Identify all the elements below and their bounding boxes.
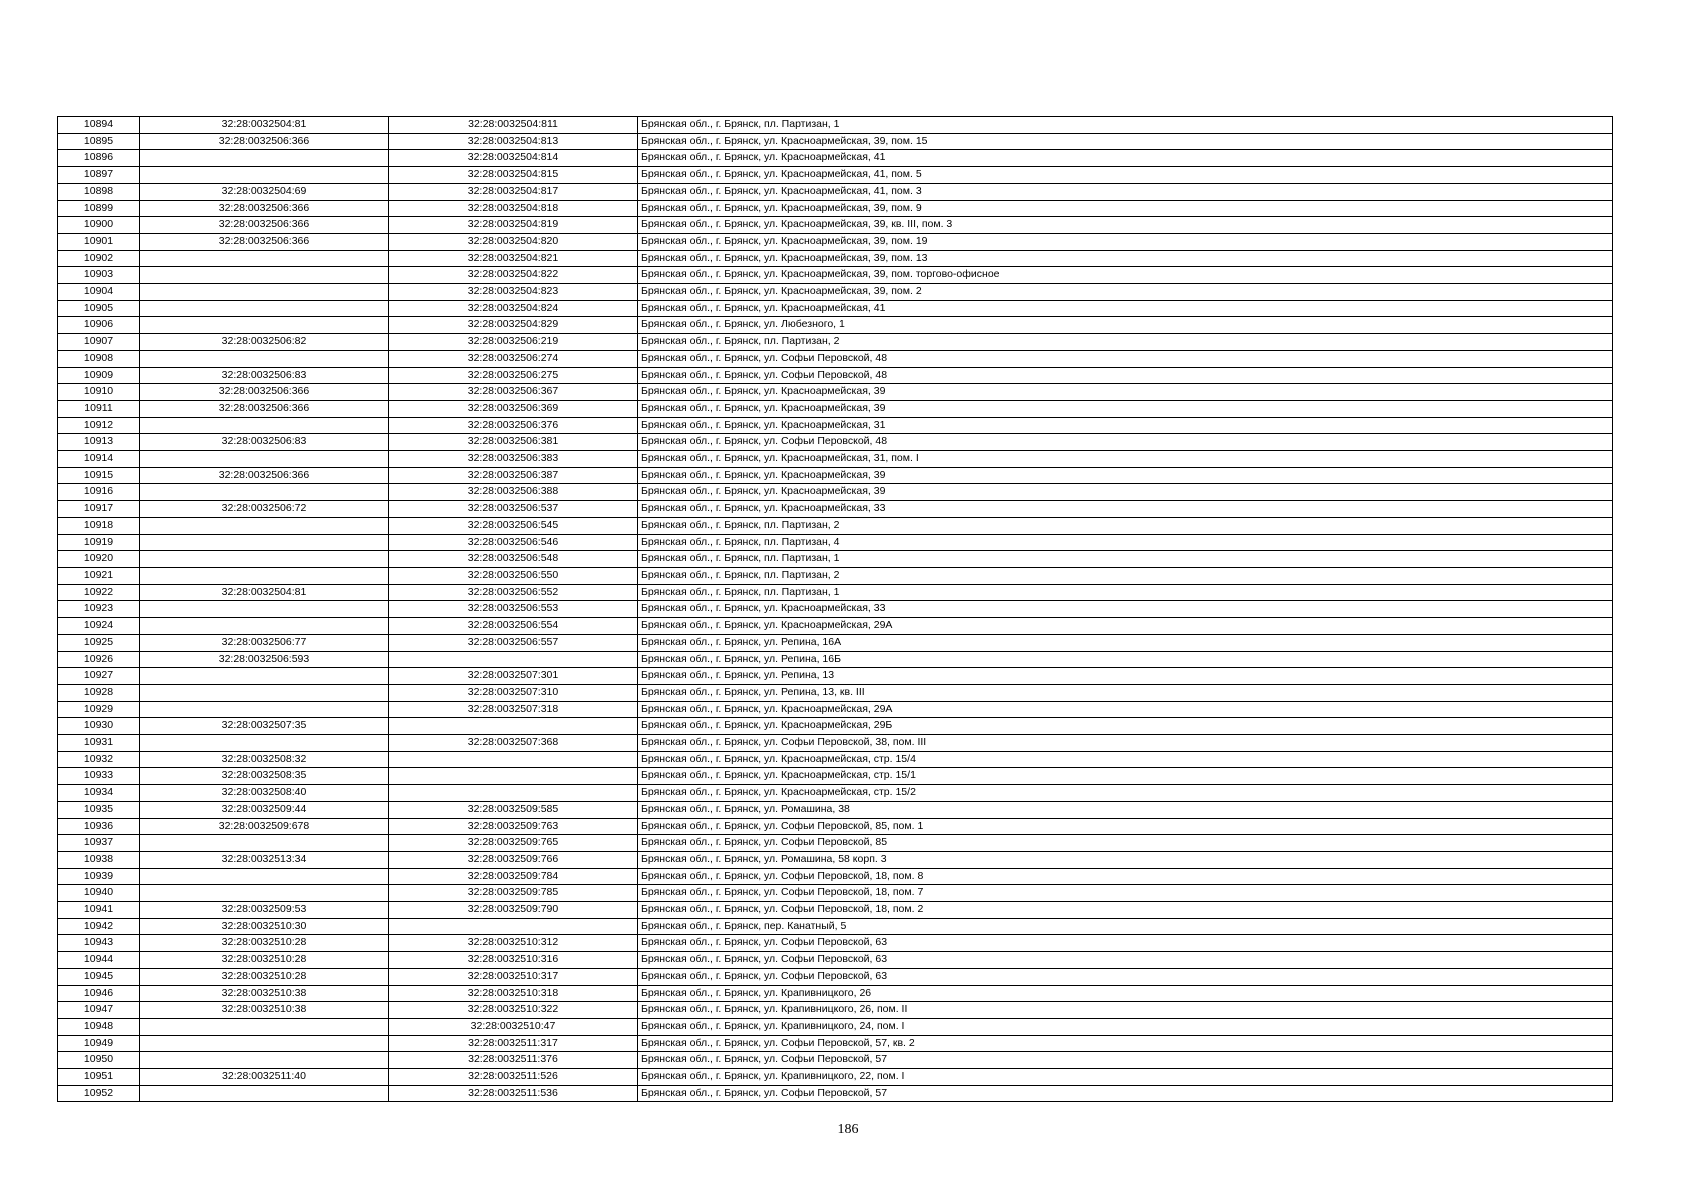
row-number-cell: 10909: [58, 367, 140, 384]
row-number-cell: 10944: [58, 952, 140, 969]
table-row: [58, 801, 1613, 818]
land-parcel-number-cell: 32:28:0032506:77: [140, 634, 389, 651]
land-parcel-number-cell: [140, 1018, 389, 1035]
row-number-cell: 10941: [58, 902, 140, 919]
address-cell: Брянская обл., г. Брянск, ул. Ромашина, 58 корп. 3: [638, 851, 1613, 868]
address-cell: Брянская обл., г. Брянск, ул. Красноармейская, 39: [638, 384, 1613, 401]
row-number-cell: 10918: [58, 517, 140, 534]
row-number-cell: 10908: [58, 350, 140, 367]
building-number-cell: 32:28:0032506:383: [389, 451, 638, 468]
land-parcel-number-cell: [140, 868, 389, 885]
row-number-cell: 10933: [58, 768, 140, 785]
address-cell: Брянская обл., г. Брянск, ул. Любезного, 1: [638, 317, 1613, 334]
building-number-cell: 32:28:0032509:784: [389, 868, 638, 885]
table-row: [58, 835, 1613, 852]
building-number-cell: 32:28:0032506:387: [389, 467, 638, 484]
building-number-cell: 32:28:0032510:322: [389, 1002, 638, 1019]
building-number-cell: 32:28:0032504:818: [389, 200, 638, 217]
row-number-cell: 10952: [58, 1085, 140, 1102]
building-number-cell: 32:28:0032510:312: [389, 935, 638, 952]
land-parcel-number-cell: 32:28:0032506:366: [140, 200, 389, 217]
table-row: [58, 183, 1613, 200]
row-number-cell: 10911: [58, 400, 140, 417]
address-cell: Брянская обл., г. Брянск, ул. Софьи Перовской, 48: [638, 367, 1613, 384]
row-number-cell: 10948: [58, 1018, 140, 1035]
row-number-cell: 10949: [58, 1035, 140, 1052]
land-parcel-number-cell: 32:28:0032508:40: [140, 785, 389, 802]
row-number-cell: 10898: [58, 183, 140, 200]
table-row: [58, 768, 1613, 785]
table-row: [58, 1018, 1613, 1035]
table-row: [58, 735, 1613, 752]
address-cell: Брянская обл., г. Брянск, ул. Красноармейская, 39, пом. 13: [638, 250, 1613, 267]
address-cell: Брянская обл., г. Брянск, ул. Красноармейская, 39: [638, 467, 1613, 484]
building-number-cell: 32:28:0032504:829: [389, 317, 638, 334]
land-parcel-number-cell: [140, 451, 389, 468]
address-cell: Брянская обл., г. Брянск, ул. Софьи Перовской, 48: [638, 350, 1613, 367]
table-row: [58, 117, 1613, 134]
table-row: [58, 484, 1613, 501]
registry-table: [57, 116, 1613, 1102]
address-cell: Брянская обл., г. Брянск, ул. Красноармейская, 31, пом. I: [638, 451, 1613, 468]
building-number-cell: 32:28:0032504:811: [389, 117, 638, 134]
land-parcel-number-cell: [140, 317, 389, 334]
address-cell: Брянская обл., г. Брянск, ул. Репина, 13: [638, 668, 1613, 685]
land-parcel-number-cell: 32:28:0032509:44: [140, 801, 389, 818]
building-number-cell: [389, 718, 638, 735]
building-number-cell: 32:28:0032504:815: [389, 167, 638, 184]
building-number-cell: 32:28:0032506:554: [389, 618, 638, 635]
row-number-cell: 10899: [58, 200, 140, 217]
row-number-cell: 10905: [58, 300, 140, 317]
land-parcel-number-cell: 32:28:0032506:83: [140, 434, 389, 451]
building-number-cell: 32:28:0032506:219: [389, 334, 638, 351]
building-number-cell: 32:28:0032506:537: [389, 501, 638, 518]
address-cell: Брянская обл., г. Брянск, пл. Партизан, 1: [638, 117, 1613, 134]
table-row: [58, 284, 1613, 301]
table-row: [58, 718, 1613, 735]
row-number-cell: 10934: [58, 785, 140, 802]
address-cell: Брянская обл., г. Брянск, ул. Красноармейская, стр. 15/1: [638, 768, 1613, 785]
address-cell: Брянская обл., г. Брянск, ул. Красноармейская, 39, пом. торгово-офисное: [638, 267, 1613, 284]
building-number-cell: [389, 768, 638, 785]
table-row: [58, 751, 1613, 768]
address-cell: Брянская обл., г. Брянск, ул. Красноармейская, стр. 15/4: [638, 751, 1613, 768]
building-number-cell: 32:28:0032506:274: [389, 350, 638, 367]
address-cell: Брянская обл., г. Брянск, пл. Партизан, 1: [638, 551, 1613, 568]
address-cell: Брянская обл., г. Брянск, ул. Красноармейская, 39: [638, 400, 1613, 417]
building-number-cell: 32:28:0032506:548: [389, 551, 638, 568]
building-number-cell: 32:28:0032506:546: [389, 534, 638, 551]
table-row: [58, 918, 1613, 935]
address-cell: Брянская обл., г. Брянск, ул. Крапивницкого, 24, пом. I: [638, 1018, 1613, 1035]
table-row: [58, 417, 1613, 434]
land-parcel-number-cell: 32:28:0032506:82: [140, 334, 389, 351]
land-parcel-number-cell: 32:28:0032510:38: [140, 985, 389, 1002]
building-number-cell: [389, 785, 638, 802]
land-parcel-number-cell: 32:28:0032506:366: [140, 400, 389, 417]
address-cell: Брянская обл., г. Брянск, ул. Красноармейская, 29Б: [638, 718, 1613, 735]
land-parcel-number-cell: [140, 601, 389, 618]
address-cell: Брянская обл., г. Брянск, ул. Красноармейская, 39, пом. 19: [638, 233, 1613, 250]
table-row: [58, 567, 1613, 584]
land-parcel-number-cell: [140, 534, 389, 551]
land-parcel-number-cell: 32:28:0032506:366: [140, 217, 389, 234]
building-number-cell: 32:28:0032504:817: [389, 183, 638, 200]
row-number-cell: 10929: [58, 701, 140, 718]
address-cell: Брянская обл., г. Брянск, ул. Софьи Перовской, 57: [638, 1052, 1613, 1069]
table-row: [58, 350, 1613, 367]
row-number-cell: 10901: [58, 233, 140, 250]
table-row: [58, 451, 1613, 468]
building-number-cell: 32:28:0032504:819: [389, 217, 638, 234]
land-parcel-number-cell: [140, 167, 389, 184]
table-row: [58, 985, 1613, 1002]
building-number-cell: [389, 751, 638, 768]
address-cell: Брянская обл., г. Брянск, ул. Софьи Перовской, 63: [638, 968, 1613, 985]
address-cell: Брянская обл., г. Брянск, пл. Партизан, 1: [638, 584, 1613, 601]
address-cell: Брянская обл., г. Брянск, ул. Красноармейская, 41, пом. 3: [638, 183, 1613, 200]
building-number-cell: 32:28:0032506:550: [389, 567, 638, 584]
row-number-cell: 10925: [58, 634, 140, 651]
building-number-cell: 32:28:0032506:367: [389, 384, 638, 401]
land-parcel-number-cell: [140, 701, 389, 718]
table-row: [58, 584, 1613, 601]
row-number-cell: 10922: [58, 584, 140, 601]
row-number-cell: 10903: [58, 267, 140, 284]
row-number-cell: 10913: [58, 434, 140, 451]
table-row: [58, 300, 1613, 317]
address-cell: Брянская обл., г. Брянск, ул. Ромашина, 38: [638, 801, 1613, 818]
address-cell: Брянская обл., г. Брянск, ул. Красноармейская, 39: [638, 484, 1613, 501]
table-row: [58, 1069, 1613, 1086]
row-number-cell: 10912: [58, 417, 140, 434]
building-number-cell: 32:28:0032507:301: [389, 668, 638, 685]
land-parcel-number-cell: [140, 551, 389, 568]
land-parcel-number-cell: [140, 1052, 389, 1069]
land-parcel-number-cell: 32:28:0032511:40: [140, 1069, 389, 1086]
land-parcel-number-cell: 32:28:0032509:53: [140, 902, 389, 919]
row-number-cell: 10904: [58, 284, 140, 301]
table-row: [58, 651, 1613, 668]
land-parcel-number-cell: [140, 567, 389, 584]
table-row: [58, 1052, 1613, 1069]
land-parcel-number-cell: 32:28:0032506:593: [140, 651, 389, 668]
row-number-cell: 10940: [58, 885, 140, 902]
table-row: [58, 150, 1613, 167]
land-parcel-number-cell: [140, 618, 389, 635]
building-number-cell: 32:28:0032506:376: [389, 417, 638, 434]
address-cell: Брянская обл., г. Брянск, ул. Софьи Перовской, 57, кв. 2: [638, 1035, 1613, 1052]
address-cell: Брянская обл., г. Брянск, ул. Крапивницкого, 26: [638, 985, 1613, 1002]
building-number-cell: 32:28:0032506:381: [389, 434, 638, 451]
table-row: [58, 1035, 1613, 1052]
building-number-cell: 32:28:0032504:824: [389, 300, 638, 317]
building-number-cell: 32:28:0032510:47: [389, 1018, 638, 1035]
row-number-cell: 10932: [58, 751, 140, 768]
row-number-cell: 10902: [58, 250, 140, 267]
address-cell: Брянская обл., г. Брянск, ул. Софьи Перовской, 85, пом. 1: [638, 818, 1613, 835]
address-cell: Брянская обл., г. Брянск, ул. Софьи Перовской, 38, пом. III: [638, 735, 1613, 752]
row-number-cell: 10916: [58, 484, 140, 501]
table-row: [58, 250, 1613, 267]
land-parcel-number-cell: [140, 735, 389, 752]
land-parcel-number-cell: [140, 1035, 389, 1052]
building-number-cell: 32:28:0032506:545: [389, 517, 638, 534]
row-number-cell: 10946: [58, 985, 140, 1002]
address-cell: Брянская обл., г. Брянск, ул. Софьи Перовской, 85: [638, 835, 1613, 852]
table-row: [58, 1085, 1613, 1102]
address-cell: Брянская обл., г. Брянск, ул. Репина, 16Б: [638, 651, 1613, 668]
building-number-cell: 32:28:0032511:526: [389, 1069, 638, 1086]
land-parcel-number-cell: [140, 267, 389, 284]
row-number-cell: 10919: [58, 534, 140, 551]
building-number-cell: 32:28:0032511:376: [389, 1052, 638, 1069]
table-row: [58, 902, 1613, 919]
building-number-cell: 32:28:0032504:820: [389, 233, 638, 250]
row-number-cell: 10951: [58, 1069, 140, 1086]
table-row: [58, 968, 1613, 985]
row-number-cell: 10923: [58, 601, 140, 618]
table-row: [58, 133, 1613, 150]
address-cell: Брянская обл., г. Брянск, ул. Красноармейская, 39, пом. 2: [638, 284, 1613, 301]
table-row: [58, 868, 1613, 885]
building-number-cell: 32:28:0032509:585: [389, 801, 638, 818]
building-number-cell: 32:28:0032506:552: [389, 584, 638, 601]
address-cell: Брянская обл., г. Брянск, ул. Красноармейская, стр. 15/2: [638, 785, 1613, 802]
land-parcel-number-cell: 32:28:0032506:83: [140, 367, 389, 384]
building-number-cell: 32:28:0032510:317: [389, 968, 638, 985]
row-number-cell: 10895: [58, 133, 140, 150]
table-row: [58, 200, 1613, 217]
table-row: [58, 668, 1613, 685]
table-row: [58, 618, 1613, 635]
land-parcel-number-cell: 32:28:0032504:69: [140, 183, 389, 200]
table-row: [58, 701, 1613, 718]
land-parcel-number-cell: [140, 250, 389, 267]
row-number-cell: 10945: [58, 968, 140, 985]
address-cell: Брянская обл., г. Брянск, ул. Красноармейская, 39, пом. 9: [638, 200, 1613, 217]
address-cell: Брянская обл., г. Брянск, ул. Софьи Перовской, 48: [638, 434, 1613, 451]
building-number-cell: 32:28:0032509:785: [389, 885, 638, 902]
row-number-cell: 10939: [58, 868, 140, 885]
land-parcel-number-cell: 32:28:0032506:72: [140, 501, 389, 518]
table-row: [58, 384, 1613, 401]
land-parcel-number-cell: 32:28:0032510:28: [140, 968, 389, 985]
building-number-cell: 32:28:0032506:557: [389, 634, 638, 651]
address-cell: Брянская обл., г. Брянск, пл. Партизан, 4: [638, 534, 1613, 551]
table-row: [58, 634, 1613, 651]
address-cell: Брянская обл., г. Брянск, ул. Красноармейская, 33: [638, 601, 1613, 618]
building-number-cell: 32:28:0032511:536: [389, 1085, 638, 1102]
land-parcel-number-cell: 32:28:0032508:32: [140, 751, 389, 768]
page-number: 186: [837, 1122, 859, 1137]
table-row: [58, 501, 1613, 518]
building-number-cell: 32:28:0032506:388: [389, 484, 638, 501]
row-number-cell: 10938: [58, 851, 140, 868]
address-cell: Брянская обл., г. Брянск, ул. Софьи Перовской, 63: [638, 952, 1613, 969]
building-number-cell: 32:28:0032507:310: [389, 684, 638, 701]
row-number-cell: 10937: [58, 835, 140, 852]
land-parcel-number-cell: 32:28:0032509:678: [140, 818, 389, 835]
building-number-cell: 32:28:0032510:316: [389, 952, 638, 969]
address-cell: Брянская обл., г. Брянск, ул. Красноармейская, 39, кв. III, пом. 3: [638, 217, 1613, 234]
table-row: [58, 517, 1613, 534]
table-row: [58, 885, 1613, 902]
building-number-cell: 32:28:0032504:814: [389, 150, 638, 167]
table-row: [58, 367, 1613, 384]
row-number-cell: 10906: [58, 317, 140, 334]
building-number-cell: [389, 918, 638, 935]
row-number-cell: 10920: [58, 551, 140, 568]
address-cell: Брянская обл., г. Брянск, пл. Партизан, 2: [638, 567, 1613, 584]
address-cell: Брянская обл., г. Брянск, ул. Красноармейская, 41: [638, 300, 1613, 317]
building-number-cell: 32:28:0032504:821: [389, 250, 638, 267]
registry-table-body: [58, 117, 1613, 1102]
land-parcel-number-cell: [140, 284, 389, 301]
row-number-cell: 10914: [58, 451, 140, 468]
table-row: [58, 267, 1613, 284]
row-number-cell: 10900: [58, 217, 140, 234]
table-row: [58, 434, 1613, 451]
land-parcel-number-cell: [140, 484, 389, 501]
row-number-cell: 10943: [58, 935, 140, 952]
row-number-cell: 10947: [58, 1002, 140, 1019]
building-number-cell: 32:28:0032511:317: [389, 1035, 638, 1052]
land-parcel-number-cell: 32:28:0032510:28: [140, 952, 389, 969]
address-cell: Брянская обл., г. Брянск, ул. Софьи Перовской, 57: [638, 1085, 1613, 1102]
building-number-cell: 32:28:0032509:763: [389, 818, 638, 835]
table-row: [58, 233, 1613, 250]
row-number-cell: 10896: [58, 150, 140, 167]
address-cell: Брянская обл., г. Брянск, ул. Красноармейская, 39, пом. 15: [638, 133, 1613, 150]
row-number-cell: 10935: [58, 801, 140, 818]
land-parcel-number-cell: 32:28:0032504:81: [140, 584, 389, 601]
address-cell: Брянская обл., г. Брянск, ул. Красноармейская, 29А: [638, 618, 1613, 635]
table-row: [58, 818, 1613, 835]
address-cell: Брянская обл., г. Брянск, ул. Софьи Перовской, 18, пом. 7: [638, 885, 1613, 902]
row-number-cell: 10924: [58, 618, 140, 635]
land-parcel-number-cell: [140, 350, 389, 367]
table-row: [58, 551, 1613, 568]
address-cell: Брянская обл., г. Брянск, ул. Репина, 13, кв. III: [638, 684, 1613, 701]
table-row: [58, 317, 1613, 334]
building-number-cell: 32:28:0032506:553: [389, 601, 638, 618]
building-number-cell: 32:28:0032506:275: [389, 367, 638, 384]
land-parcel-number-cell: 32:28:0032510:38: [140, 1002, 389, 1019]
building-number-cell: 32:28:0032509:790: [389, 902, 638, 919]
address-cell: Брянская обл., г. Брянск, пл. Партизан, 2: [638, 334, 1613, 351]
land-parcel-number-cell: [140, 835, 389, 852]
land-parcel-number-cell: 32:28:0032506:366: [140, 233, 389, 250]
building-number-cell: 32:28:0032509:765: [389, 835, 638, 852]
row-number-cell: 10897: [58, 167, 140, 184]
table-row: [58, 400, 1613, 417]
land-parcel-number-cell: 32:28:0032506:366: [140, 467, 389, 484]
land-parcel-number-cell: [140, 300, 389, 317]
land-parcel-number-cell: [140, 684, 389, 701]
table-row: [58, 467, 1613, 484]
building-number-cell: 32:28:0032510:318: [389, 985, 638, 1002]
land-parcel-number-cell: [140, 417, 389, 434]
row-number-cell: 10917: [58, 501, 140, 518]
building-number-cell: [389, 651, 638, 668]
table-row: [58, 935, 1613, 952]
row-number-cell: 10942: [58, 918, 140, 935]
table-row: [58, 601, 1613, 618]
land-parcel-number-cell: 32:28:0032510:30: [140, 918, 389, 935]
table-row: [58, 534, 1613, 551]
table-row: [58, 217, 1613, 234]
row-number-cell: 10927: [58, 668, 140, 685]
address-cell: Брянская обл., г. Брянск, пл. Партизан, 2: [638, 517, 1613, 534]
land-parcel-number-cell: 32:28:0032513:34: [140, 851, 389, 868]
address-cell: Брянская обл., г. Брянск, ул. Красноармейская, 41: [638, 150, 1613, 167]
address-cell: Брянская обл., г. Брянск, ул. Софьи Перовской, 63: [638, 935, 1613, 952]
address-cell: Брянская обл., г. Брянск, ул. Красноармейская, 31: [638, 417, 1613, 434]
building-number-cell: 32:28:0032507:368: [389, 735, 638, 752]
table-row: [58, 785, 1613, 802]
address-cell: Брянская обл., г. Брянск, ул. Красноармейская, 41, пом. 5: [638, 167, 1613, 184]
row-number-cell: 10950: [58, 1052, 140, 1069]
table-row: [58, 952, 1613, 969]
row-number-cell: 10921: [58, 567, 140, 584]
address-cell: Брянская обл., г. Брянск, ул. Красноармейская, 29А: [638, 701, 1613, 718]
row-number-cell: 10915: [58, 467, 140, 484]
building-number-cell: 32:28:0032506:369: [389, 400, 638, 417]
land-parcel-number-cell: [140, 150, 389, 167]
land-parcel-number-cell: 32:28:0032506:366: [140, 133, 389, 150]
row-number-cell: 10936: [58, 818, 140, 835]
table-row: [58, 334, 1613, 351]
row-number-cell: 10907: [58, 334, 140, 351]
address-cell: Брянская обл., г. Брянск, ул. Крапивницкого, 22, пом. I: [638, 1069, 1613, 1086]
building-number-cell: 32:28:0032509:766: [389, 851, 638, 868]
land-parcel-number-cell: 32:28:0032510:28: [140, 935, 389, 952]
row-number-cell: 10894: [58, 117, 140, 134]
land-parcel-number-cell: 32:28:0032508:35: [140, 768, 389, 785]
address-cell: Брянская обл., г. Брянск, ул. Софьи Перовской, 18, пом. 2: [638, 902, 1613, 919]
row-number-cell: 10928: [58, 684, 140, 701]
address-cell: Брянская обл., г. Брянск, ул. Софьи Перовской, 18, пом. 8: [638, 868, 1613, 885]
land-parcel-number-cell: [140, 1085, 389, 1102]
row-number-cell: 10926: [58, 651, 140, 668]
table-row: [58, 684, 1613, 701]
row-number-cell: 10931: [58, 735, 140, 752]
land-parcel-number-cell: 32:28:0032506:366: [140, 384, 389, 401]
row-number-cell: 10910: [58, 384, 140, 401]
land-parcel-number-cell: 32:28:0032504:81: [140, 117, 389, 134]
row-number-cell: 10930: [58, 718, 140, 735]
address-cell: Брянская обл., г. Брянск, ул. Репина, 16А: [638, 634, 1613, 651]
land-parcel-number-cell: [140, 517, 389, 534]
land-parcel-number-cell: 32:28:0032507:35: [140, 718, 389, 735]
land-parcel-number-cell: [140, 668, 389, 685]
land-parcel-number-cell: [140, 885, 389, 902]
table-row: [58, 1002, 1613, 1019]
building-number-cell: 32:28:0032504:823: [389, 284, 638, 301]
building-number-cell: 32:28:0032504:822: [389, 267, 638, 284]
building-number-cell: 32:28:0032507:318: [389, 701, 638, 718]
building-number-cell: 32:28:0032504:813: [389, 133, 638, 150]
address-cell: Брянская обл., г. Брянск, пер. Канатный, 5: [638, 918, 1613, 935]
address-cell: Брянская обл., г. Брянск, ул. Крапивницкого, 26, пом. II: [638, 1002, 1613, 1019]
table-row: [58, 851, 1613, 868]
address-cell: Брянская обл., г. Брянск, ул. Красноармейская, 33: [638, 501, 1613, 518]
table-row: [58, 167, 1613, 184]
